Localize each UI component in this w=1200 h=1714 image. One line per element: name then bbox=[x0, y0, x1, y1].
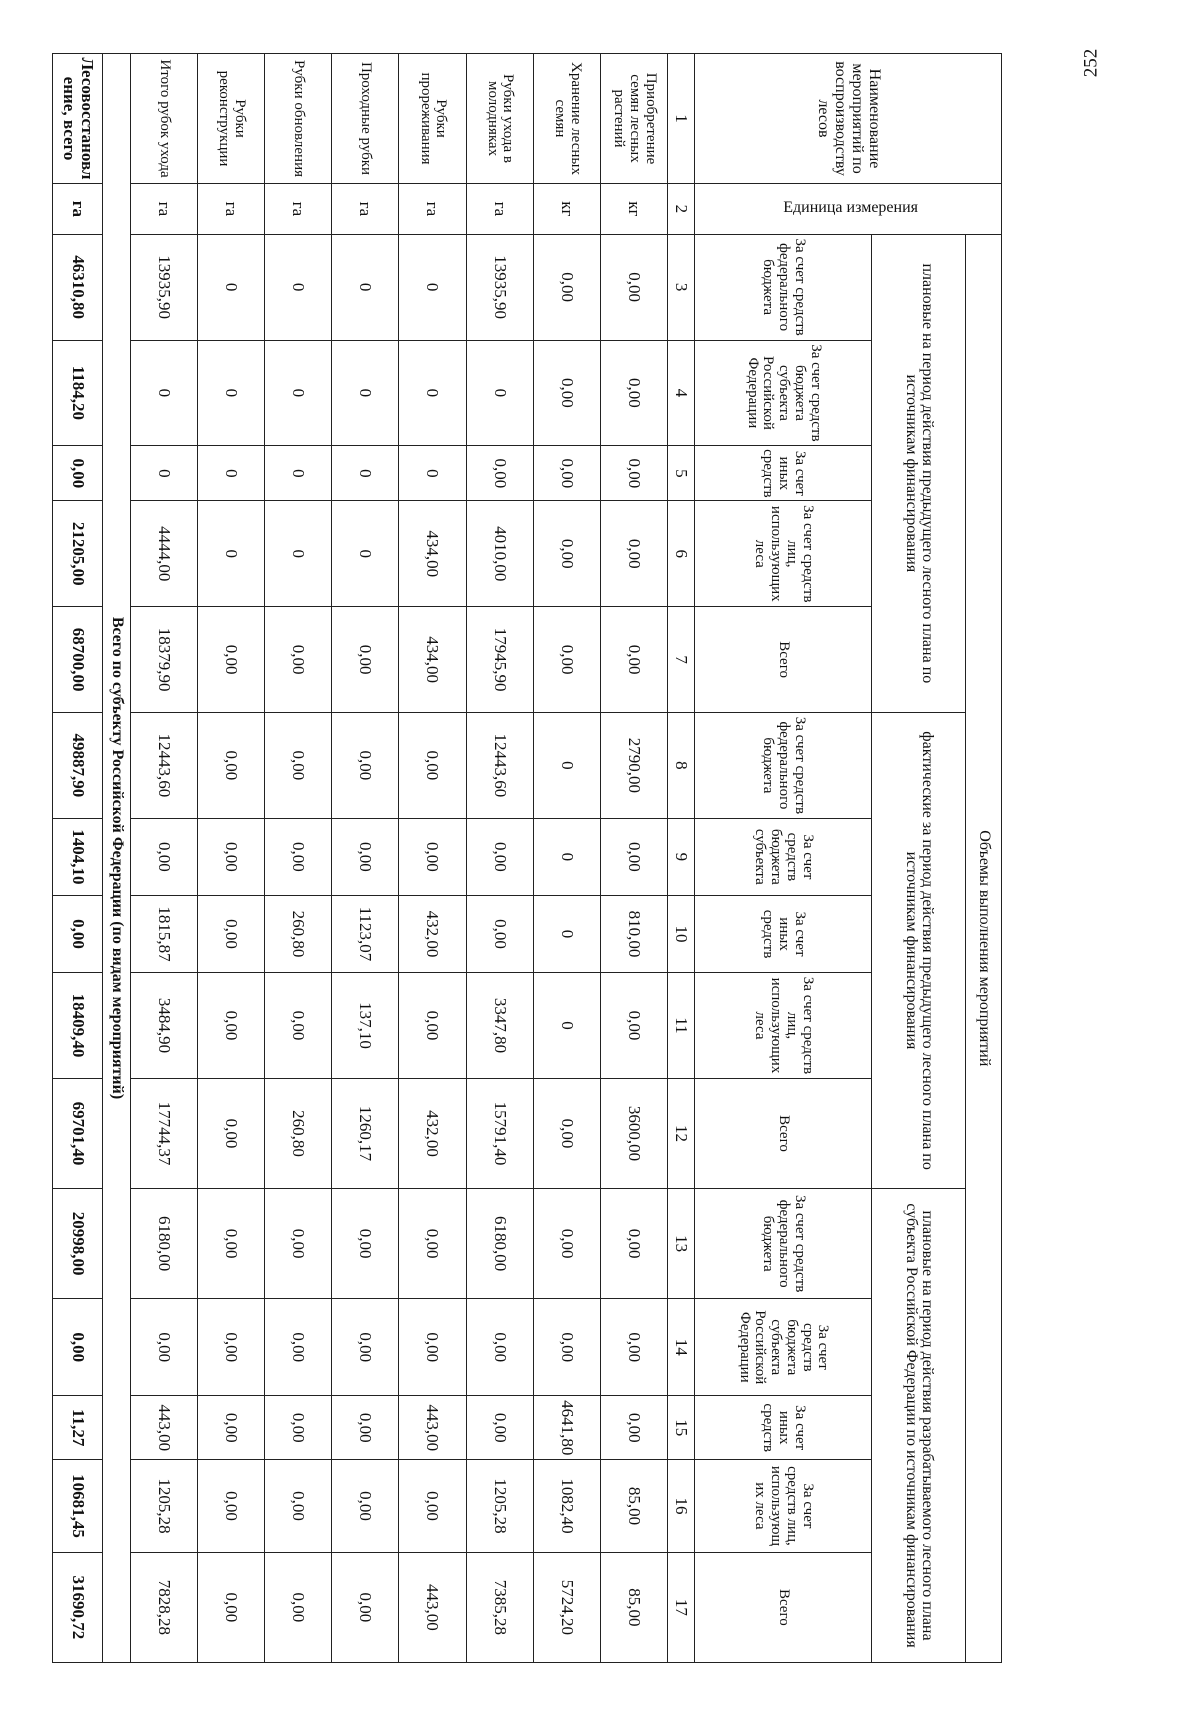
row-value: 0 bbox=[399, 234, 466, 340]
row-value: 434,00 bbox=[399, 501, 466, 607]
row-value: 0 bbox=[399, 340, 466, 446]
header-group3: плановые на период действия разрабатываемого лесного плана субъекта Российской Федерации по источникам финансирования bbox=[871, 1189, 965, 1663]
total-value: 31690,72 bbox=[53, 1552, 103, 1662]
row-value: 1205,28 bbox=[466, 1460, 533, 1553]
table-row bbox=[197, 54, 264, 1663]
row-value: 137,10 bbox=[332, 973, 399, 1079]
column-number: 2 bbox=[668, 184, 695, 235]
row-value: 0 bbox=[533, 818, 600, 895]
row-name: Итого рубок ухода bbox=[130, 54, 197, 184]
row-value: 13935,90 bbox=[130, 234, 197, 340]
row-value: 443,00 bbox=[399, 1396, 466, 1460]
row-value: 0,00 bbox=[265, 1552, 332, 1662]
column-number: 13 bbox=[668, 1189, 695, 1299]
row-value: 0,00 bbox=[265, 1189, 332, 1299]
row-value: 0,00 bbox=[533, 1078, 600, 1188]
row-value: 0 bbox=[197, 340, 264, 446]
row-value: 15791,40 bbox=[466, 1078, 533, 1188]
reforestation-table bbox=[52, 53, 1002, 1663]
row-value: 0,00 bbox=[399, 973, 466, 1079]
row-value: 0,00 bbox=[332, 818, 399, 895]
row-value: 0,00 bbox=[601, 607, 668, 713]
row-name: Хранение лесных семян bbox=[533, 54, 600, 184]
column-number: 17 bbox=[668, 1552, 695, 1662]
row-value: 0,00 bbox=[332, 1396, 399, 1460]
row-value: 0,00 bbox=[399, 713, 466, 819]
total-value: 11,27 bbox=[53, 1396, 103, 1460]
column-number: 12 bbox=[668, 1078, 695, 1188]
row-value: 0,00 bbox=[533, 1189, 600, 1299]
subtotal-caption: Всего по субъекту Российской Федерации (по видам мероприятий) bbox=[103, 54, 130, 1663]
row-value: 0 bbox=[265, 340, 332, 446]
row-value: 0,00 bbox=[197, 1299, 264, 1396]
column-number: 6 bbox=[668, 501, 695, 607]
row-value: 0,00 bbox=[466, 895, 533, 972]
row-value: 432,00 bbox=[399, 1078, 466, 1188]
table-row bbox=[399, 54, 466, 1663]
column-number: 8 bbox=[668, 713, 695, 819]
row-value: 85,00 bbox=[601, 1460, 668, 1553]
row-name: Приобретение семян лесных растений bbox=[601, 54, 668, 184]
row-value: 0,00 bbox=[399, 1189, 466, 1299]
row-value: 443,00 bbox=[130, 1396, 197, 1460]
row-value: 17945,90 bbox=[466, 607, 533, 713]
subheader-cell: За счет средств бюджета субъекта bbox=[695, 818, 871, 895]
row-name: Рубки обновления bbox=[265, 54, 332, 184]
row-value: 0,00 bbox=[332, 713, 399, 819]
row-value: 0 bbox=[130, 446, 197, 501]
subheader-row bbox=[695, 54, 871, 1663]
row-value: 2790,00 bbox=[601, 713, 668, 819]
row-value: 0,00 bbox=[466, 1299, 533, 1396]
row-value: 0,00 bbox=[601, 234, 668, 340]
row-value: 0,00 bbox=[466, 446, 533, 501]
row-name: Рубки ухода в молодняках bbox=[466, 54, 533, 184]
row-value: 432,00 bbox=[399, 895, 466, 972]
row-value: 85,00 bbox=[601, 1552, 668, 1662]
row-value: 0,00 bbox=[601, 973, 668, 1079]
column-number: 14 bbox=[668, 1299, 695, 1396]
row-value: 0,00 bbox=[533, 501, 600, 607]
row-value: 1123,07 bbox=[332, 895, 399, 972]
row-value: 810,00 bbox=[601, 895, 668, 972]
row-value: 4444,00 bbox=[130, 501, 197, 607]
row-value: 0,00 bbox=[533, 607, 600, 713]
row-value: 3600,00 bbox=[601, 1078, 668, 1188]
row-value: 0,00 bbox=[533, 446, 600, 501]
row-unit: га bbox=[399, 184, 466, 235]
column-number: 9 bbox=[668, 818, 695, 895]
page-number: 252 bbox=[1079, 48, 1101, 78]
row-value: 0,00 bbox=[197, 818, 264, 895]
row-value: 5724,20 bbox=[533, 1552, 600, 1662]
header-group2: фактические за период действия предыдущего лесного плана по источникам финансирования bbox=[871, 713, 965, 1189]
row-value: 0,00 bbox=[533, 234, 600, 340]
row-value: 0,00 bbox=[332, 1460, 399, 1553]
column-number: 5 bbox=[668, 446, 695, 501]
header-volumes: Объемы выполнения мероприятий bbox=[966, 234, 1002, 1662]
total-value: 1184,20 bbox=[53, 340, 103, 446]
column-number: 4 bbox=[668, 340, 695, 446]
total-name: Лесовосстановление, всего bbox=[53, 54, 103, 184]
row-value: 0,00 bbox=[197, 1396, 264, 1460]
subheader-cell: За счет средств бюджета субъекта Российской Федерации bbox=[695, 1299, 871, 1396]
row-value: 0 bbox=[265, 501, 332, 607]
subheader-cell: Всего bbox=[695, 1078, 871, 1188]
total-value: 69701,40 bbox=[53, 1078, 103, 1188]
row-value: 0,00 bbox=[332, 1299, 399, 1396]
row-value: 0,00 bbox=[197, 895, 264, 972]
row-value: 0,00 bbox=[130, 818, 197, 895]
row-value: 12443,60 bbox=[130, 713, 197, 819]
subheader-cell: Всего bbox=[695, 1552, 871, 1662]
total-value: 21205,00 bbox=[53, 501, 103, 607]
column-number: 10 bbox=[668, 895, 695, 972]
row-value: 0 bbox=[197, 501, 264, 607]
subheader-cell: За счет средств лиц, использующих леса bbox=[695, 501, 871, 607]
row-value: 0 bbox=[332, 234, 399, 340]
row-value: 0,00 bbox=[130, 1299, 197, 1396]
subheader-cell: За счет средств федерального бюджета bbox=[695, 1189, 871, 1299]
row-value: 0,00 bbox=[265, 973, 332, 1079]
subheader-cell: За счет средств лиц, использующих леса bbox=[695, 1460, 871, 1553]
row-value: 0 bbox=[265, 446, 332, 501]
row-value: 0 bbox=[197, 446, 264, 501]
row-value: 18379,90 bbox=[130, 607, 197, 713]
row-value: 17744,37 bbox=[130, 1078, 197, 1188]
row-value: 0 bbox=[130, 340, 197, 446]
row-value: 0,00 bbox=[466, 1396, 533, 1460]
row-value: 0 bbox=[533, 713, 600, 819]
row-value: 443,00 bbox=[399, 1552, 466, 1662]
row-value: 0,00 bbox=[601, 340, 668, 446]
row-value: 0,00 bbox=[265, 607, 332, 713]
total-value: 49887,90 bbox=[53, 713, 103, 819]
row-value: 0,00 bbox=[197, 973, 264, 1079]
row-value: 0 bbox=[399, 446, 466, 501]
subheader-cell: За счет иных средств bbox=[695, 895, 871, 972]
row-value: 0,00 bbox=[601, 1299, 668, 1396]
row-value: 1815,87 bbox=[130, 895, 197, 972]
column-number: 1 bbox=[668, 54, 695, 184]
row-value: 3484,90 bbox=[130, 973, 197, 1079]
row-value: 1082,40 bbox=[533, 1460, 600, 1553]
row-value: 0,00 bbox=[533, 340, 600, 446]
column-number: 11 bbox=[668, 973, 695, 1079]
row-value: 260,80 bbox=[265, 895, 332, 972]
row-value: 0,00 bbox=[265, 1299, 332, 1396]
row-unit: га bbox=[197, 184, 264, 235]
row-value: 0 bbox=[265, 234, 332, 340]
total-value: 10681,45 bbox=[53, 1460, 103, 1553]
data-body bbox=[130, 54, 667, 1663]
row-value: 434,00 bbox=[399, 607, 466, 713]
row-value: 0,00 bbox=[601, 818, 668, 895]
subheader-cell: За счет средств лиц, использующих леса bbox=[695, 973, 871, 1079]
subheader-cell: Всего bbox=[695, 607, 871, 713]
row-value: 7828,28 bbox=[130, 1552, 197, 1662]
total-value: 1404,10 bbox=[53, 818, 103, 895]
row-value: 0,00 bbox=[265, 1460, 332, 1553]
total-value: 0,00 bbox=[53, 1299, 103, 1396]
total-value: 20998,00 bbox=[53, 1189, 103, 1299]
table-row bbox=[533, 54, 600, 1663]
subheader-cell: За счет средств федерального бюджета bbox=[695, 234, 871, 340]
subheader-cell: За счет средств бюджета субъекта Российской Федерации bbox=[695, 340, 871, 446]
row-value: 1205,28 bbox=[130, 1460, 197, 1553]
subheader-cell: За счет иных средств bbox=[695, 446, 871, 501]
total-value: 0,00 bbox=[53, 895, 103, 972]
header-group1: плановые на период действия предыдущего лесного плана по источникам финансирования bbox=[871, 234, 965, 712]
row-value: 0,00 bbox=[197, 1552, 264, 1662]
row-value: 0,00 bbox=[197, 1460, 264, 1553]
row-value: 0,00 bbox=[399, 1299, 466, 1396]
row-value: 0,00 bbox=[601, 1396, 668, 1460]
table-row bbox=[601, 54, 668, 1663]
column-number-row bbox=[668, 54, 695, 1663]
column-number: 3 bbox=[668, 234, 695, 340]
total-value: 0,00 bbox=[53, 446, 103, 501]
table-row bbox=[130, 54, 197, 1663]
row-value: 0,00 bbox=[332, 1552, 399, 1662]
column-number: 7 bbox=[668, 607, 695, 713]
row-value: 1260,17 bbox=[332, 1078, 399, 1188]
header-unit: Единица измерения bbox=[695, 184, 1002, 235]
row-value: 0,00 bbox=[533, 1299, 600, 1396]
row-value: 0,00 bbox=[332, 607, 399, 713]
row-value: 0,00 bbox=[265, 713, 332, 819]
row-value: 3347,80 bbox=[466, 973, 533, 1079]
table-row bbox=[466, 54, 533, 1663]
total-value: 18409,40 bbox=[53, 973, 103, 1079]
total-unit: га bbox=[53, 184, 103, 235]
row-value: 0 bbox=[533, 973, 600, 1079]
column-number: 15 bbox=[668, 1396, 695, 1460]
row-value: 0,00 bbox=[197, 607, 264, 713]
rotated-table-container bbox=[52, 53, 1002, 1663]
row-value: 0 bbox=[332, 340, 399, 446]
column-number: 16 bbox=[668, 1460, 695, 1553]
row-value: 0 bbox=[466, 340, 533, 446]
row-unit: кг bbox=[533, 184, 600, 235]
row-name: Проходные рубки bbox=[332, 54, 399, 184]
row-value: 0,00 bbox=[197, 1078, 264, 1188]
row-value: 12443,60 bbox=[466, 713, 533, 819]
row-value: 0,00 bbox=[399, 818, 466, 895]
row-value: 0,00 bbox=[197, 713, 264, 819]
row-value: 0 bbox=[332, 501, 399, 607]
row-value: 0,00 bbox=[601, 446, 668, 501]
row-unit: га bbox=[130, 184, 197, 235]
row-value: 7385,28 bbox=[466, 1552, 533, 1662]
row-unit: га bbox=[466, 184, 533, 235]
header-name: Наименование мероприятий по воспроизводству лесов bbox=[695, 54, 1002, 184]
row-unit: га bbox=[265, 184, 332, 235]
row-value: 0,00 bbox=[399, 1460, 466, 1553]
row-value: 260,80 bbox=[265, 1078, 332, 1188]
total-value: 68700,00 bbox=[53, 607, 103, 713]
row-value: 0,00 bbox=[265, 1396, 332, 1460]
row-value: 0,00 bbox=[601, 1189, 668, 1299]
row-unit: кг bbox=[601, 184, 668, 235]
table-row bbox=[332, 54, 399, 1663]
row-value: 0,00 bbox=[332, 1189, 399, 1299]
subheader-cell: За счет иных средств bbox=[695, 1396, 871, 1460]
subheader-cell: За счет средств федерального бюджета bbox=[695, 713, 871, 819]
row-value: 4010,00 bbox=[466, 501, 533, 607]
row-value: 6180,00 bbox=[130, 1189, 197, 1299]
row-name: Рубки прореживания bbox=[399, 54, 466, 184]
total-row bbox=[53, 54, 103, 1663]
total-value: 46310,80 bbox=[53, 234, 103, 340]
row-value: 0 bbox=[332, 446, 399, 501]
row-value: 0,00 bbox=[466, 818, 533, 895]
row-value: 6180,00 bbox=[466, 1189, 533, 1299]
row-value: 0 bbox=[533, 895, 600, 972]
row-unit: га bbox=[332, 184, 399, 235]
row-name: Рубки реконструкции bbox=[197, 54, 264, 184]
table-row bbox=[265, 54, 332, 1663]
row-value: 0,00 bbox=[601, 501, 668, 607]
row-value: 4641,80 bbox=[533, 1396, 600, 1460]
row-value: 0,00 bbox=[265, 818, 332, 895]
row-value: 0 bbox=[197, 234, 264, 340]
row-value: 13935,90 bbox=[466, 234, 533, 340]
row-value: 0,00 bbox=[197, 1189, 264, 1299]
